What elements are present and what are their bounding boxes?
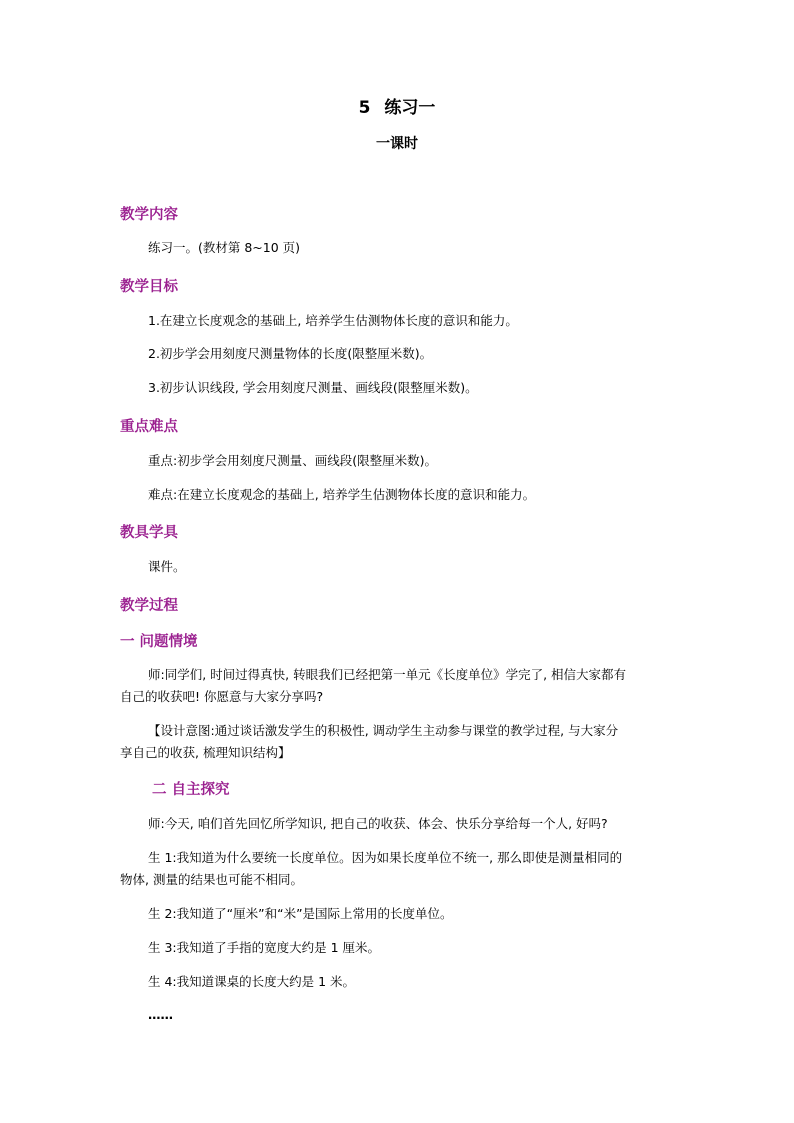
part2-intro: 师:今天, 咱们首先回忆所学知识, 把自己的收获、体会、快乐分享给每一个人, 好吗? <box>148 816 608 831</box>
part1-para1-line1: 师:同学们, 时间过得真快, 转眼我们已经把第一单元《长度单位》学完了, 相信大家都有 <box>148 667 627 682</box>
heading-tools: 教具学具 <box>120 525 178 541</box>
heading-process: 教学过程 <box>120 598 178 614</box>
part1-para1-line2: 自己的收获吧! 你愿意与大家分享吗? <box>120 689 324 704</box>
part2-ellipsis: …… <box>148 1007 173 1022</box>
goal-item-2: 2.初步学会用刻度尺测量物体的长度(限整厘米数)。 <box>148 346 433 361</box>
tools-text: 课件。 <box>148 559 186 574</box>
page-subtitle: 一课时 <box>376 136 418 152</box>
part2-student4: 生 4:我知道课桌的长度大约是 1 米。 <box>148 974 356 989</box>
part1-para2-line2: 享自己的收获, 梳理知识结构】 <box>120 745 291 760</box>
goal-item-1: 1.在建立长度观念的基础上, 培养学生估测物体长度的意识和能力。 <box>148 313 518 328</box>
lesson-title: 练习一 <box>384 98 436 118</box>
heading-part2: 二 自主探究 <box>152 782 230 798</box>
keypoint-item-2: 难点:在建立长度观念的基础上, 培养学生估测物体长度的意识和能力。 <box>148 487 536 502</box>
part2-student2: 生 2:我知道了“厘米”和“米”是国际上常用的长度单位。 <box>148 906 453 921</box>
heading-part1: 一 问题情境 <box>120 634 198 650</box>
heading-goals: 教学目标 <box>120 279 178 295</box>
part2-student1-line1: 生 1:我知道为什么要统一长度单位。因为如果长度单位不统一, 那么即使是测量相同的 <box>148 850 623 865</box>
part1-para2-line1: 【设计意图:通过谈话激发学生的积极性, 调动学生主动参与课堂的教学过程, 与大家分 <box>148 723 619 738</box>
page-title <box>0 93 794 118</box>
heading-content: 教学内容 <box>120 207 178 223</box>
keypoint-item-1: 重点:初步学会用刻度尺测量、画线段(限整厘米数)。 <box>148 453 437 468</box>
heading-keypoints: 重点难点 <box>120 419 178 435</box>
content-text: 练习一。(教材第 8~10 页) <box>148 240 301 255</box>
lesson-number: 5 <box>358 98 371 118</box>
part2-student1-line2: 物体, 测量的结果也可能不相同。 <box>120 872 303 887</box>
part2-student3: 生 3:我知道了手指的宽度大约是 1 厘米。 <box>148 940 381 955</box>
goal-item-3: 3.初步认识线段, 学会用刻度尺测量、画线段(限整厘米数)。 <box>148 380 478 395</box>
